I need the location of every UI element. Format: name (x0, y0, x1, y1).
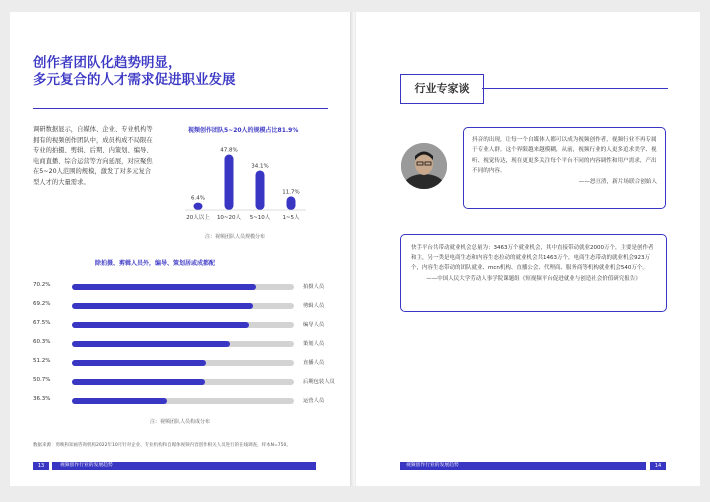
chart1-title: 视频创作团队5~20人的规模占比81.9% (188, 127, 299, 134)
hbar-value-label: 36.3% (33, 396, 51, 402)
hbar-fill (72, 398, 167, 404)
hbar-value-label: 69.2% (33, 301, 51, 307)
bar-category-label: 20人以上 (186, 215, 210, 221)
expert-quote-box (463, 127, 666, 209)
bar-category-label: 10~20人 (216, 215, 242, 221)
right-footer-bar: 视频创作行业的发展趋势 (400, 462, 646, 470)
hbar-fill (72, 379, 205, 385)
hbar-row (33, 319, 353, 331)
left-footer-bar: 视频创作行业的发展趋势 (52, 462, 316, 470)
hbar-track (72, 322, 294, 328)
bar-2 (256, 170, 265, 210)
headline-divider (33, 108, 328, 109)
chart2-title: 除拍摄、剪辑人员外，编导、策划居或成都配 (95, 260, 216, 267)
hbar-value-label: 50.7% (33, 377, 51, 383)
page-headline (33, 55, 236, 89)
section-divider (482, 88, 668, 89)
hbar-category-label: 编导人员 (303, 322, 325, 328)
hbar-track (72, 360, 294, 366)
employment-info-text: 快手平台共带动就业机会总量为：3463万个就业机会，其中直接带动就业2000万个，主要是创作者和主，另一类是电商生态和内容生态拉动的就业机会共1463万个，电商生态带动的就业机会923万个，内容生态带动的团队就业、mcn机构、直播公会、代理商、服务商等机构就业机会540万个。 (411, 245, 654, 272)
expert-avatar (401, 143, 447, 189)
right-page-number: 14 (650, 462, 666, 470)
team-size-bar-chart (183, 134, 308, 226)
hbar-category-label: 运营人员 (303, 398, 325, 404)
hbar-fill (72, 284, 256, 290)
bar-value-label: 34.1% (251, 163, 269, 170)
left-page-number: 13 (33, 462, 49, 470)
bar-0 (194, 203, 203, 210)
hbar-row (33, 376, 353, 388)
bar-1 (225, 155, 234, 210)
expert-quote-signature: ——怒亘渣，新片场联合创始人 (578, 178, 657, 185)
bar-value-label: 6.4% (191, 195, 205, 202)
bar-value-label: 11.7% (282, 189, 300, 196)
hbar-value-label: 51.2% (33, 358, 51, 364)
employment-info-box (400, 234, 667, 312)
hbar-row (33, 395, 353, 407)
hbar-row (33, 281, 353, 293)
chart1-note: 注：视频团队人员规模分布 (205, 234, 266, 240)
bar-category-label: 5~10人 (249, 215, 271, 221)
bar-3 (287, 196, 296, 210)
hbar-track (72, 284, 294, 290)
employment-info-source: ——中国人民大学劳动人事学院课题组《短视频平台促进就业与创造社会价值研究报告》 (426, 275, 641, 282)
hbar-row (33, 300, 353, 312)
hbar-fill (72, 303, 253, 309)
hbar-track (72, 398, 294, 404)
hbar-category-label: 拍摄人员 (303, 284, 325, 290)
hbar-category-label: 直播人员 (303, 360, 325, 366)
intro-paragraph: 调研数据显示，自媒体、企业、专业机构等拥有的视频创作团队中，成员构成不局限在专业的拍摄、剪辑、后期、内策划、编导、电商直播、综合运营等方向延展，对应聚焦在5~20人范围的规模，激发了对多元复合型人才的大量需求。 (33, 126, 153, 186)
hbar-category-label: 后期包装人员 (303, 379, 335, 385)
hbar-category-label: 策划人员 (303, 341, 325, 347)
expert-quote-text: 抖音的出现，让每一个自媒体人都可以成为视频创作者，视频行业不再专属于专业人群。这个界限越来越模糊，从前，视频行业的人更多追求美学、视听、视觉传达，现在更更多关注每个平台不同的内容调性和用户需求，产出不同的内容。 (472, 137, 657, 175)
chart2-note: 注：视频团队人员构成分布 (150, 419, 211, 425)
hbar-track (72, 379, 294, 385)
hbar-row (33, 357, 353, 369)
hbar-track (72, 303, 294, 309)
data-source: 数据来源：剪映和知画咨询机构2022年10月针对企业、专业机构和自媒体视频内容创作相关人员进行的在线调查，样本N=750。 (33, 443, 291, 448)
hbar-fill (72, 341, 230, 347)
bar-value-label: 47.8% (220, 147, 238, 154)
bar-category-label: 1~5人 (282, 215, 300, 221)
hbar-value-label: 67.5% (33, 320, 51, 326)
hbar-row (33, 338, 353, 350)
section-title: 行业专家谈 (400, 74, 484, 104)
hbar-value-label: 70.2% (33, 282, 51, 288)
hbar-value-label: 60.3% (33, 339, 51, 345)
hbar-track (72, 341, 294, 347)
hbar-fill (72, 322, 249, 328)
headline-line-1: 创作者团队化趋势明显， (33, 55, 182, 71)
hbar-fill (72, 360, 206, 366)
hbar-category-label: 剪辑人员 (303, 303, 325, 309)
headline-line-2: 多元复合的人才需求促进职业发展 (33, 72, 236, 88)
